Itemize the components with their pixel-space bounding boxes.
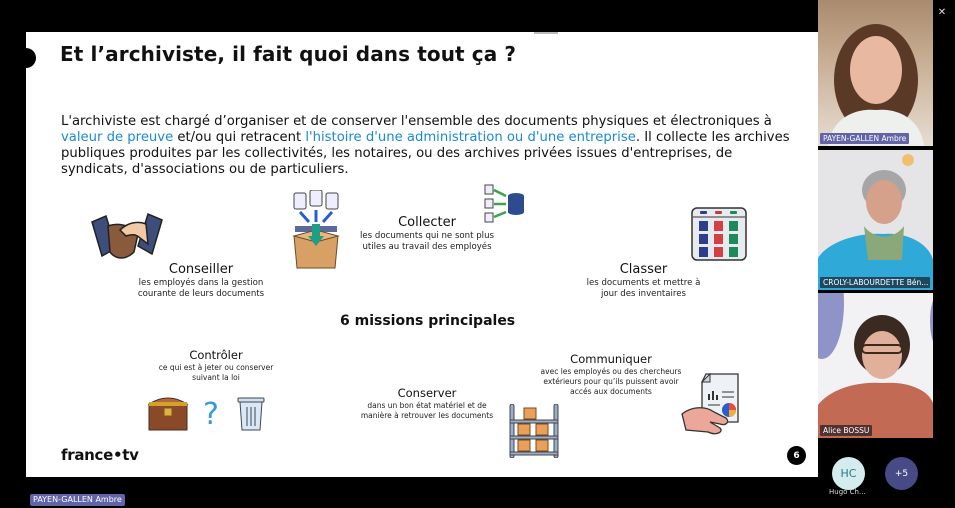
france-tv-logo: france•tv bbox=[61, 446, 139, 464]
participant-name: Alice BOSSU bbox=[820, 425, 872, 436]
mission-desc: dans un bon état matériel et de bbox=[367, 401, 487, 410]
handshake-icon bbox=[90, 208, 164, 270]
mission-desc: ce qui est à jeter ou conserver bbox=[158, 363, 274, 372]
mission-title: Contrôler bbox=[189, 348, 243, 362]
participant-tile-1[interactable] bbox=[818, 0, 933, 146]
hand-document-icon bbox=[680, 372, 746, 440]
close-button[interactable] bbox=[935, 5, 949, 19]
mission-title: Conserver bbox=[397, 386, 457, 400]
participant-tile-2[interactable] bbox=[818, 150, 933, 290]
mission-desc: les documents et mettre à bbox=[586, 278, 701, 288]
mission-desc: suivant la loi bbox=[192, 373, 240, 382]
mission-desc: les employés dans la gestion bbox=[138, 278, 264, 288]
missions-heading: 6 missions principales bbox=[340, 313, 516, 329]
mission-desc: manière à retrouver les documents bbox=[360, 411, 494, 420]
participant-name: CROLY-LABOURDETTE Bén... bbox=[820, 277, 930, 288]
mission-title: Classer bbox=[619, 262, 668, 277]
more-participants-button[interactable] bbox=[885, 457, 918, 490]
mission-desc: jour des inventaires bbox=[600, 288, 687, 299]
mission-controler bbox=[146, 347, 286, 383]
mission-desc: extérieurs pour qu’ils puissent avoir bbox=[543, 377, 679, 386]
mission-classer bbox=[566, 262, 721, 299]
mission-title: Communiquer bbox=[570, 352, 652, 366]
mission-desc: utiles au travail des employés bbox=[362, 241, 492, 252]
participant-avatar-hc[interactable] bbox=[832, 457, 865, 490]
intro-highlight-proof: valeur de preuve bbox=[61, 130, 174, 145]
mission-communiquer bbox=[531, 351, 691, 397]
chest-question-trash-icon bbox=[148, 392, 268, 436]
intro-highlight-history: l'histoire d'une administration ou d'une entreprise bbox=[305, 130, 636, 145]
mission-desc: avec les employés ou des chercheurs bbox=[540, 367, 682, 376]
mission-conseiller bbox=[116, 262, 286, 299]
intro-text: L'archiviste est chargé d’organiser et de conserver l'ensemble des documents physiques et électroniques à bbox=[61, 114, 772, 129]
shared-slide bbox=[26, 32, 818, 477]
mission-desc: accés aux documents bbox=[570, 387, 652, 396]
mission-title: Conseiller bbox=[168, 262, 234, 277]
participant-video bbox=[818, 150, 933, 290]
participant-tile-3[interactable] bbox=[818, 293, 933, 438]
mission-desc: les documents qui ne sont plus bbox=[360, 231, 494, 241]
mission-title: Collecter bbox=[398, 215, 456, 230]
mission-conserver bbox=[346, 385, 508, 421]
mission-collecter bbox=[346, 215, 508, 252]
presenter-name-tag: PAYEN-GALLEN Ambre bbox=[30, 494, 125, 506]
participant-video bbox=[818, 293, 933, 438]
slide-page-number: 6 bbox=[787, 446, 806, 465]
storage-shelf-icon bbox=[506, 404, 562, 462]
slide-top-marker bbox=[534, 32, 558, 34]
slide-intro-paragraph bbox=[61, 114, 796, 178]
avatar-name: Hugo Ch... bbox=[829, 488, 866, 496]
more-count: +5 bbox=[894, 468, 909, 479]
filing-cabinet-icon bbox=[691, 207, 747, 265]
intro-text: . Il collecte les archives publiques produites par les collectivités, les notaires, ou des archives privées issues d'entreprises, de syndicats, d'associations ou de particuliers. bbox=[61, 130, 790, 177]
slide-notch bbox=[26, 48, 36, 68]
mission-desc: courante de leurs documents bbox=[137, 288, 265, 299]
documents-into-box-icon bbox=[291, 190, 341, 276]
svg-text:?: ? bbox=[203, 397, 219, 432]
slide-title: Et l’archiviste, il fait quoi dans tout ça ? bbox=[60, 42, 517, 66]
participant-name: PAYEN-GALLEN Ambre bbox=[820, 133, 909, 144]
avatar-initials: HC bbox=[840, 467, 857, 480]
participant-video bbox=[818, 0, 933, 146]
close-icon: ✕ bbox=[937, 6, 947, 18]
intro-text: et/ou qui retracent bbox=[173, 130, 306, 145]
